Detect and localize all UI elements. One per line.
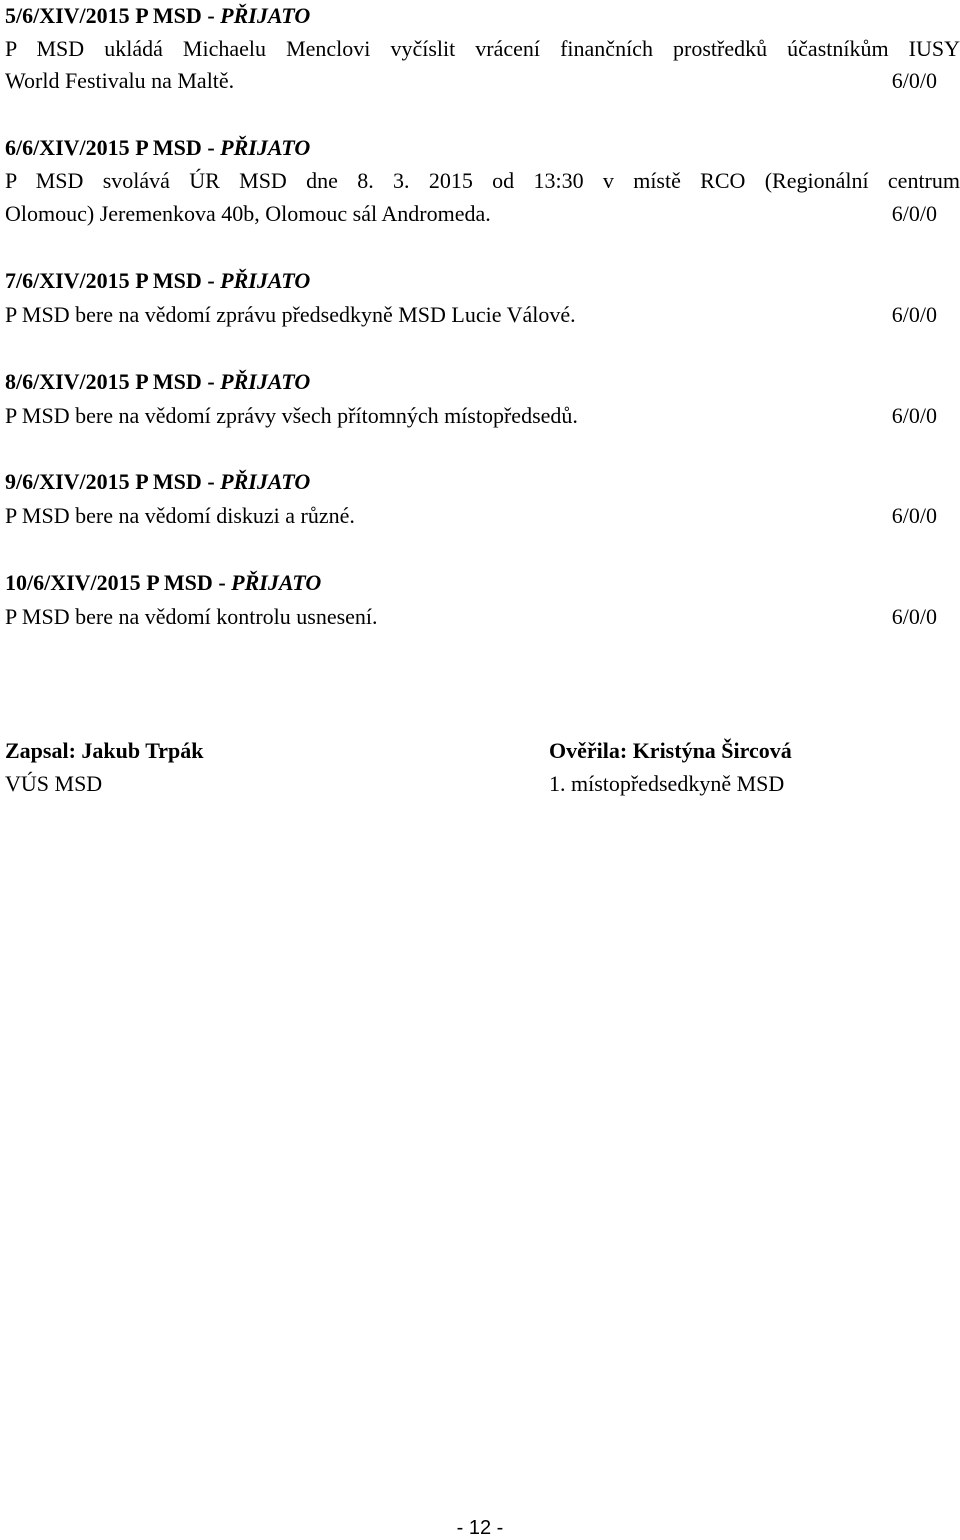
vote-result: 6/0/0	[891, 302, 937, 327]
resolution-separator: -	[218, 570, 226, 595]
resolution-text-line	[5, 68, 937, 94]
resolution-status: PŘIJATO	[220, 3, 311, 28]
resolution-body: P MSD	[135, 369, 202, 394]
resolution-heading	[5, 135, 310, 161]
resolution-text: P MSD bere na vědomí diskuzi a různé.	[5, 503, 355, 528]
resolution-text-line	[5, 302, 937, 328]
resolution-body: P MSD	[135, 3, 202, 28]
resolution-body: P MSD	[135, 268, 202, 293]
resolution-body: P MSD	[135, 469, 202, 494]
resolution-id: 9/6/XIV/2015	[5, 469, 130, 494]
resolution-text: P MSD bere na vědomí zprávu předsedkyně MSD Lucie Válové.	[5, 302, 576, 327]
resolution-id: 6/6/XIV/2015	[5, 135, 130, 160]
resolution-separator: -	[207, 268, 215, 293]
recorder-role: VÚS MSD	[5, 771, 103, 796]
resolution-separator: -	[207, 469, 215, 494]
resolution-separator: -	[207, 3, 215, 28]
vote-result: 6/0/0	[891, 201, 937, 226]
resolution-heading	[5, 3, 310, 29]
resolution-heading	[5, 369, 310, 395]
vote-result: 6/0/0	[891, 604, 937, 629]
resolution-status: PŘIJATO	[231, 570, 322, 595]
resolution-text: P MSD bere na vědomí kontrolu usnesení.	[5, 604, 378, 629]
resolution-status: PŘIJATO	[220, 135, 311, 160]
resolution-text-line	[5, 201, 937, 227]
resolution-id: 10/6/XIV/2015	[5, 570, 141, 595]
resolution-text-line: P MSD ukládá Michaelu Menclovi vyčíslit vrácení finančních prostředků účastníkům IUSY	[5, 36, 960, 61]
resolution-heading	[5, 469, 310, 495]
recorder-name: Zapsal: Jakub Trpák	[5, 738, 204, 763]
resolution-body: P MSD	[146, 570, 213, 595]
resolution-text: P MSD bere na vědomí zprávy všech přítomných místopředsedů.	[5, 403, 578, 428]
resolution-text: Olomouc) Jeremenkova 40b, Olomouc sál Andromeda.	[5, 201, 491, 226]
resolution-text-line: P MSD svolává ÚR MSD dne 8. 3. 2015 od 13:30 v místě RCO (Regionální centrum	[5, 168, 960, 193]
resolution-id: 8/6/XIV/2015	[5, 369, 130, 394]
resolution-heading	[5, 570, 321, 596]
resolution-text-line	[5, 503, 937, 529]
vote-result: 6/0/0	[891, 403, 937, 428]
resolution-separator: -	[207, 369, 215, 394]
vote-result: 6/0/0	[891, 503, 937, 528]
resolution-id: 5/6/XIV/2015	[5, 3, 130, 28]
verifier-role: 1. místopředsedkyně MSD	[549, 771, 785, 796]
resolution-status: PŘIJATO	[220, 469, 311, 494]
resolution-text-line	[5, 403, 937, 429]
resolution-heading	[5, 268, 310, 294]
resolution-body: P MSD	[135, 135, 202, 160]
resolution-text: World Festivalu na Maltě.	[5, 68, 235, 93]
vote-result: 6/0/0	[891, 68, 937, 93]
resolution-status: PŘIJATO	[220, 268, 311, 293]
resolution-status: PŘIJATO	[220, 369, 311, 394]
resolution-separator: -	[207, 135, 215, 160]
resolution-text-line	[5, 604, 937, 630]
verifier-name: Ověřila: Kristýna Šircová	[549, 738, 792, 763]
page-number: - 12 -	[456, 1517, 504, 1539]
resolution-id: 7/6/XIV/2015	[5, 268, 130, 293]
